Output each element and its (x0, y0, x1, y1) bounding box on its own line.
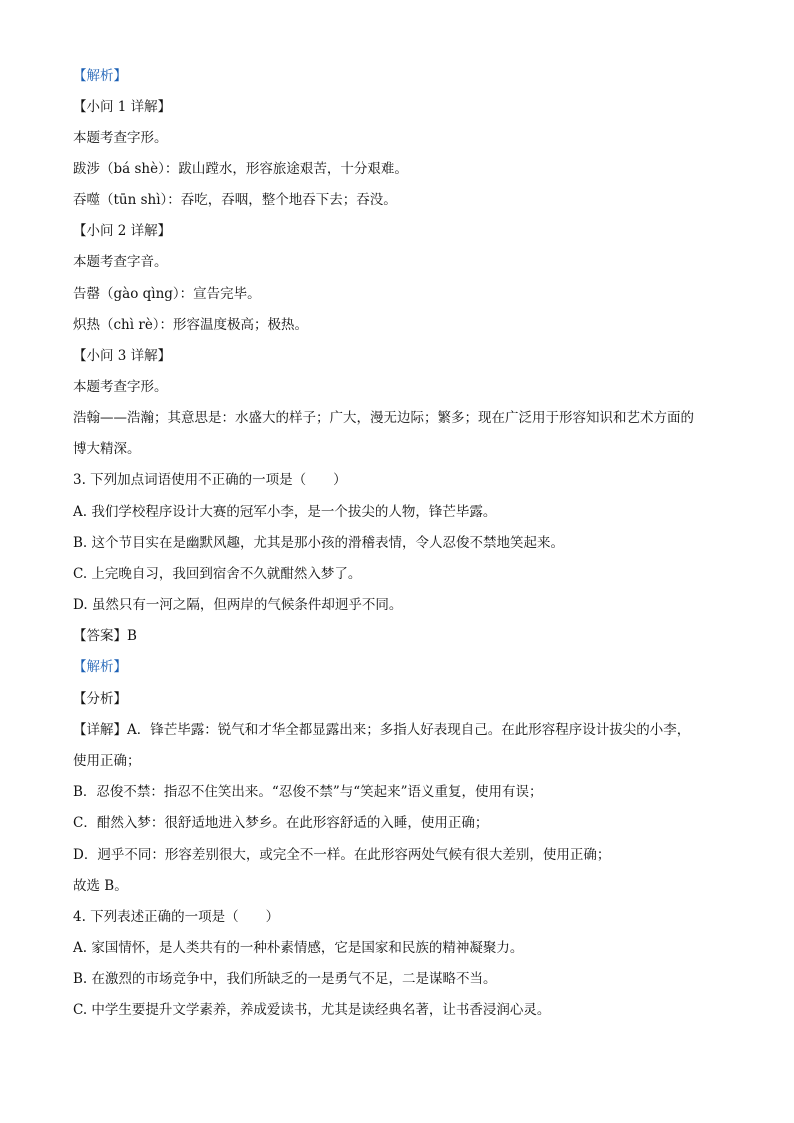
text-line: 使用正确； (73, 753, 141, 769)
section-heading-analysis: 【解析】 (73, 659, 127, 675)
question-3-option-c: C. 上完晚自习，我回到宿舍不久就酣然入梦了。 (73, 566, 362, 582)
text-line: 故选 B。 (73, 878, 128, 894)
text-line: B．忍俊不禁：指忍不住笑出来。“忍俊不禁”与“笑起来”语义重复，使用有误； (73, 784, 543, 800)
text-line: 本题考查字形。 (73, 379, 168, 395)
section-heading-breakdown: 【分析】 (73, 691, 127, 707)
text-line: 跋涉（bá shè）：跋山蹚水，形容旅途艰苦，十分艰难。 (73, 161, 408, 177)
question-3-option-d: D. 虽然只有一河之隔，但两岸的气候条件却迥乎不同。 (73, 597, 403, 613)
question-3-stem: 3. 下列加点词语使用不正确的一项是（ ） (73, 472, 347, 488)
question-4-option-b: B. 在激烈的市场竞争中，我们所缺乏的一是勇气不足，二是谋略不当。 (73, 971, 497, 987)
subquestion-2-heading: 【小问 2 详解】 (73, 223, 172, 239)
text-line: 告罄（gào qìng）：宣告完毕。 (73, 286, 261, 302)
question-4-option-c: C. 中学生要提升文学素养，养成爱读书，尤其是读经典名著，让书香浸润心灵。 (73, 1002, 551, 1018)
text-line: C．酣然入梦：很舒适地进入梦乡。在此形容舒适的入睡，使用正确； (73, 815, 489, 831)
text-line: D．迥乎不同：形容差别很大，或完全不一样。在此形容两处气候有很大差别，使用正确； (73, 847, 611, 863)
text-line: 本题考查字音。 (73, 254, 168, 270)
section-heading-analysis: 【解析】 (73, 68, 127, 84)
question-3-option-a: A. 我们学校程序设计大赛的冠军小李，是一个拔尖的人物，锋芒毕露。 (73, 504, 497, 520)
question-4-option-a: A. 家国情怀，是人类共有的一种朴素情感，它是国家和民族的精神凝聚力。 (73, 940, 524, 956)
subquestion-3-heading: 【小问 3 详解】 (73, 348, 172, 364)
question-4-stem: 4. 下列表述正确的一项是（ ） (73, 909, 280, 925)
text-line: 吞噬（tūn shì）：吞吃，吞咽，整个地吞下去；吞没。 (73, 192, 397, 208)
answer-label: 【答案】B (73, 628, 137, 644)
text-line: 炽热（chì rè）：形容温度极高；极热。 (73, 317, 309, 333)
text-line: 博大精深。 (73, 441, 141, 457)
question-3-option-b: B. 这个节目实在是幽默风趣，尤其是那小孩的滑稽表情，令人忍俊不禁地笑起来。 (73, 535, 565, 551)
text-line: 浩翰——浩瀚；其意思是：水盛大的样子；广大，漫无边际；繁多；现在广泛用于形容知识和艺术方面的 (73, 410, 694, 426)
text-line: 本题考查字形。 (73, 130, 168, 146)
subquestion-1-heading: 【小问 1 详解】 (73, 99, 172, 115)
text-line: 【详解】A．锋芒毕露：锐气和才华全都显露出来；多指人好表现自己。在此形容程序设计拔尖的小李， (73, 722, 691, 738)
